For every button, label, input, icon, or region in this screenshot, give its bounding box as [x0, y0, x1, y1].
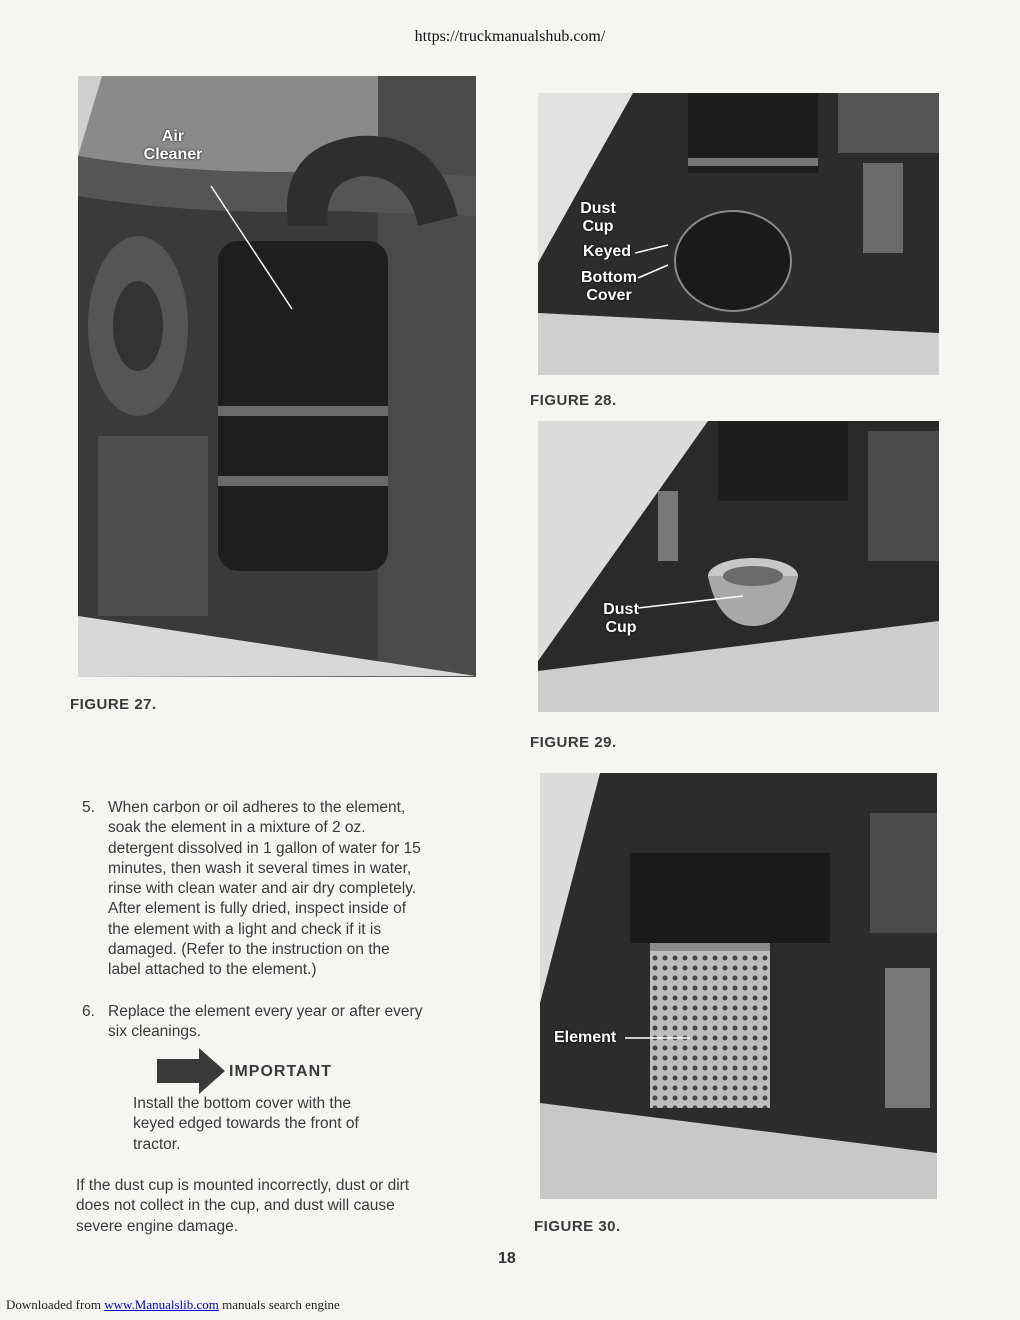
step-5-number: 5. [82, 799, 95, 816]
important-text: Install the bottom cover with the keyed edged towards the front of tractor. [133, 1095, 359, 1153]
step-6 [82, 1002, 484, 1043]
footer [6, 1297, 340, 1313]
element-photo-illustration [540, 773, 937, 1199]
important-title: IMPORTANT [229, 1063, 332, 1080]
step-5-text: When carbon or oil adheres to the element, soak the element in a mixture of 2 oz. detergent dissolved in 1 gallon of water for 15 minutes, then wash it several times in water, rinse with clean water and air dry completely. After element is fully dried, inspect inside of the element with a light and check if it is damaged. (Refer to the instruction on the label attached to the element.) [108, 799, 421, 979]
step-6-text: Replace the element every year or after every six cleanings. [108, 1003, 423, 1041]
figure-29-photo [538, 421, 939, 712]
figure-27-caption: FIGURE 27. [70, 696, 157, 713]
important-arrow-icon [157, 1048, 227, 1094]
dust-cup-warning: If the dust cup is mounted incorrectly, dust or dirt does not collect in the cup, and dust will cause severe engine damage. [76, 1177, 410, 1235]
dust-cup-label-fig29: Dust Cup [603, 601, 639, 636]
figure-28-photo [538, 93, 939, 375]
figure-29-caption: FIGURE 29. [530, 734, 617, 751]
figure-28-caption: FIGURE 28. [530, 392, 617, 409]
air-cleaner-label: Air Cleaner [143, 128, 203, 163]
footer-suffix: manuals search engine [218, 1297, 340, 1312]
bottom-cover-label: Bottom Cover [581, 269, 637, 304]
header-url: https://truckmanualshub.com/ [414, 28, 606, 45]
figure-30-photo [540, 773, 937, 1199]
keyed-label: Keyed [582, 243, 632, 260]
step-5 [82, 798, 484, 981]
manualslib-link[interactable]: www.Manualslib.com [104, 1297, 219, 1312]
element-label: Element [554, 1029, 617, 1046]
figure-30-caption: FIGURE 30. [534, 1218, 621, 1235]
air-cleaner-photo-illustration [78, 76, 476, 677]
step-6-number: 6. [82, 1003, 95, 1020]
footer-prefix: Downloaded from [6, 1297, 105, 1312]
page-number: 18 [498, 1250, 516, 1267]
dust-cup-photo-illustration [538, 421, 939, 712]
dust-cup-label: Dust Cup [580, 200, 616, 235]
figure-27-photo [78, 76, 476, 677]
